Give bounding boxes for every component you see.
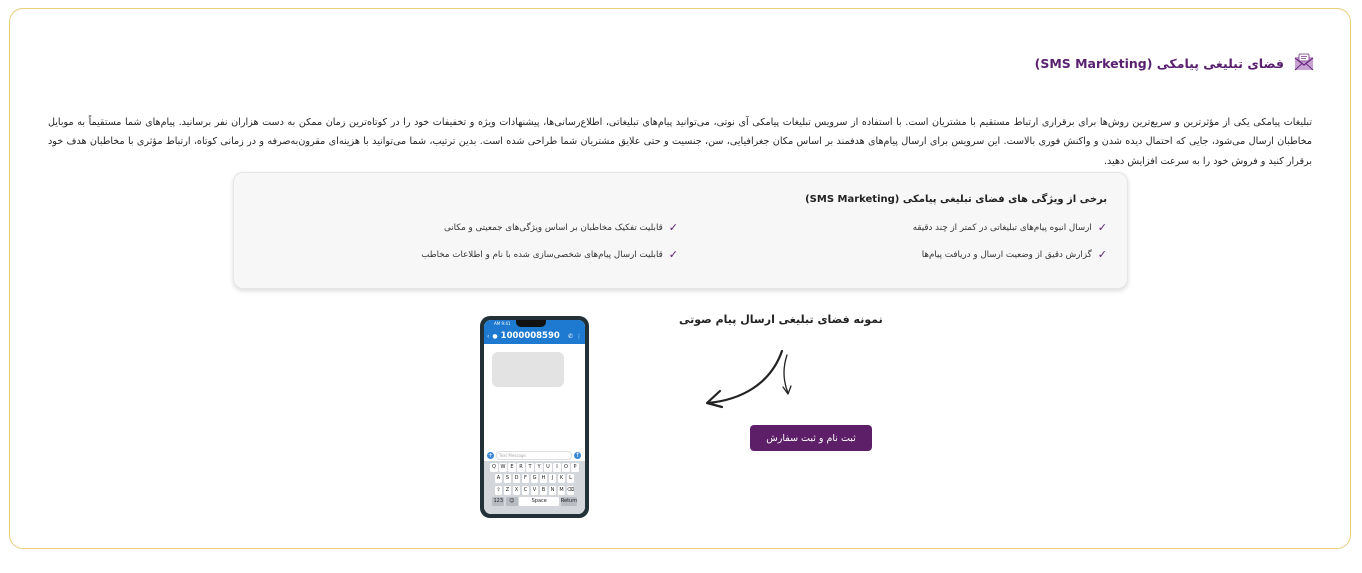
keyboard-key[interactable]: G [532,475,537,482]
emoji-key[interactable]: ☺ [506,497,518,506]
message-input[interactable]: Text Message [496,451,572,460]
status-time: 9:41 AM [494,321,511,326]
return-key[interactable]: Return [560,497,578,504]
message-header [484,328,585,344]
keyboard-key[interactable]: M [559,486,564,493]
keyboard-key[interactable]: A [495,474,503,483]
keyboard-key[interactable]: H [541,475,546,482]
keyboard-key[interactable]: P [571,463,579,472]
keyboard-key[interactable]: K [558,474,566,483]
status-bar [484,320,585,328]
keyboard-row [485,486,584,495]
keyboard-key[interactable]: I [553,463,561,472]
keyboard-key[interactable]: C [523,486,528,493]
keyboard-key[interactable]: V [531,486,539,495]
keyboard-key[interactable]: U [546,464,550,470]
feature-item [922,248,1107,261]
message-bubble [492,352,564,387]
feature-label: ارسال انبوه پیام‌های تبلیغاتی در کمتر از چند دقیقه [912,222,1092,233]
keyboard-row [485,463,584,472]
keyboard-row [485,474,584,483]
features-box [233,172,1128,289]
check-icon: ✓ [1097,221,1107,234]
keyboard-key[interactable]: L [567,474,575,483]
keyboard-key[interactable]: Q [492,464,496,470]
keyboard-key[interactable]: Z [504,486,512,495]
back-icon[interactable]: ‹ [487,332,490,340]
feature-label: گزارش دقیق از وضعیت ارسال و دریافت پیام‌ها [921,249,1092,260]
envelope-icon [1294,53,1314,73]
sender-number: 1000008590 [500,331,560,341]
check-icon: ✓ [1097,248,1107,261]
phone-call-icon[interactable]: ✆ [567,332,573,340]
keyboard-key[interactable]: B [540,486,548,495]
keyboard-key[interactable]: O [564,464,568,470]
keyboard-key[interactable]: F [522,474,530,483]
feature-item [421,248,678,261]
num-key[interactable]: 123 [493,497,504,504]
keyboard-key[interactable]: N [550,486,555,493]
keyboard-key[interactable]: J [549,474,557,483]
keyboard-key[interactable]: D [514,475,519,482]
keyboard-key[interactable]: W [500,464,506,470]
plus-icon[interactable]: + [487,451,494,459]
check-icon: ✓ [668,248,678,261]
curved-arrow-icon [700,345,810,415]
keyboard-key[interactable]: ⇧ [496,486,501,493]
sample-title: نمونه فضای تبلیغی ارسال پیام صوتی [679,313,883,326]
check-icon: ✓ [668,221,678,234]
phone-screen [484,320,585,514]
register-order-button[interactable]: ثبت نام و ثبت سفارش [750,425,872,451]
space-key[interactable]: Space [519,497,559,506]
feature-label: قابلیت ارسال پیام‌های شخصی‌سازی شده با نام و اطلاعات مخاطب [421,249,663,260]
keyboard-key[interactable]: E [508,463,516,472]
keyboard-key[interactable]: S [504,474,512,483]
page-title: فضای تبلیغی پیامکی (SMS Marketing) [1034,55,1284,71]
keyboard [484,461,585,514]
keyboard-key[interactable]: Y [535,463,543,472]
message-input-bar [487,450,581,460]
send-icon[interactable]: ↑ [574,451,581,459]
keyboard-key[interactable]: T [526,463,534,472]
avatar-icon: ● [492,332,498,340]
phone-mockup [480,316,589,518]
feature-item [444,221,678,234]
phone-notch [516,320,546,327]
keyboard-key[interactable]: X [513,486,521,495]
more-icon[interactable]: ⋮ [576,332,582,340]
features-title: برخی از ویژگی های فضای تبلیغی پیامکی (SMS Marketing) [805,194,1107,205]
feature-item [913,221,1107,234]
keyboard-row [485,497,584,506]
keyboard-key[interactable]: R [517,463,525,472]
keyboard-key[interactable]: ⌫ [566,486,575,493]
section-header [1035,53,1314,73]
feature-label: قابلیت تفکیک مخاطبان بر اساس ویژگی‌های جمعیتی و مکانی [443,222,663,233]
description-paragraph: تبلیغات پیامکی یکی از مؤثرترین و سریع‌ترین روش‌ها برای برقراری ارتباط مستقیم با مشتریان است. با استفاده از سرویس تبلیغات پیامکی آی نوتی، می‌توانید پیام‌های تبلیغاتی، اطلاع‌رسانی‌ها، پیشنهادات ویژه و تخفیفات خود را در کوتاه‌ترین زمان ممکن به دست هزاران نفر برسانید. پیام‌های شما مستقیماً به موبایل مخاطبان ارسال می‌شود، جایی که احتمال دیده شدن و واکنش فوری بالاست. این سرویس برای ارسال پیام‌های هدفمند بر اساس مکان جغرافیایی، سن، جنسیت و حتی علایق مشتریان شما طراحی شده است. بدین ترتیب، شما می‌توانید با هزینه‌ای مقرون‌به‌صرفه و در زمانی کوتاه، ارتباط مؤثری با مخاطبان هدف خود برقرار کنید و فروش خود را به سرعت افزایش دهید. [48,116,1312,167]
